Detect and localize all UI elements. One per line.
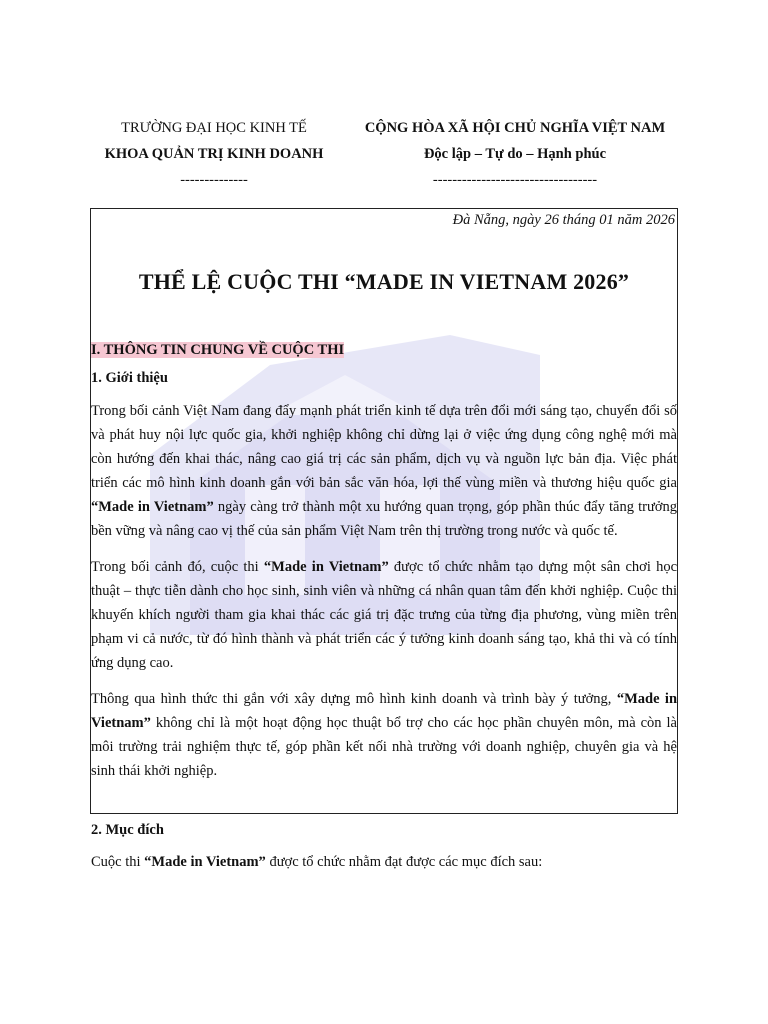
- section-heading: [91, 342, 677, 359]
- document-header: [0, 118, 768, 208]
- country-name: CỘNG HÒA XÃ HỘI CHỦ NGHĨA VIỆT NAM: [364, 120, 666, 136]
- paragraph-intro-2: [91, 555, 677, 675]
- paragraph-intro-1: [91, 399, 677, 543]
- national-header: [352, 118, 678, 196]
- paragraph-purpose: [91, 850, 677, 874]
- subsection-purpose: 2. Mục đích: [91, 822, 164, 838]
- national-divider: ----------------------------------: [432, 172, 598, 188]
- paragraph-text: Cuộc thi: [91, 854, 145, 870]
- paragraph-text: được tổ chức nhằm tạo dựng một sân chơi học thuật – thực tiễn dành cho học sinh, sinh viên và những cá nhân quan tâm đến khởi nghiệp. Cuộc thi khuyến khích người tham gia khai thác các giá trị đặc trưng của từng địa phương, vùng miền trên phạm vi cả nước, từ đó hình thành và phát triển các ý tưởng kinh doanh sáng tạo, khả thi và có tính ứng dụng cao.: [91, 559, 677, 671]
- purpose-section: [91, 822, 677, 874]
- main-content: [91, 208, 677, 783]
- national-motto: Độc lập – Tự do – Hạnh phúc: [423, 146, 607, 162]
- paragraph-intro-3: [91, 687, 677, 783]
- school-name: TRƯỜNG ĐẠI HỌC KINH TẾ: [121, 120, 307, 136]
- paragraph-text: không chỉ là một hoạt động học thuật bổ trợ cho các học phần chuyên môn, mà còn là môi trường trải nghiệm thực tế, góp phần kết nối nhà trường với doanh nghiệp, chuyên gia và hệ sinh thái khởi nghiệp.: [91, 715, 677, 779]
- paragraph-emphasis: “Made in Vietnam”: [91, 499, 214, 515]
- subsection-introduction: 1. Giới thiệu: [91, 370, 168, 386]
- paragraph-emphasis: “Made in Vietnam”: [144, 854, 266, 870]
- school-header: [90, 118, 338, 196]
- faculty-name: KHOA QUẢN TRỊ KINH DOANH: [104, 146, 324, 162]
- paragraph-text: được tổ chức nhằm đạt được các mục đích sau:: [265, 854, 543, 870]
- section-heading-text: I. THÔNG TIN CHUNG VỀ CUỘC THI: [91, 342, 345, 358]
- paragraph-text: Thông qua hình thức thi gắn với xây dựng mô hình kinh doanh và trình bày ý tưởng,: [91, 691, 617, 707]
- paragraph-text: ngày càng trở thành một xu hướng quan trọng, góp phần thúc đẩy tăng trưởng bền vững và nâng cao vị thế của sản phẩm Việt Nam trên thị trường trong nước và quốc tế.: [91, 499, 678, 539]
- paragraph-emphasis: “Made in Vietnam”: [91, 691, 678, 731]
- school-divider: --------------: [180, 172, 248, 188]
- document-date: Đà Nẵng, ngày 26 tháng 01 năm 2026: [452, 212, 675, 228]
- paragraph-emphasis: “Made in Vietnam”: [263, 559, 389, 575]
- paragraph-text: Trong bối cảnh Việt Nam đang đẩy mạnh phát triển kinh tế dựa trên đổi mới sáng tạo, chuyển đổi số và phát huy nội lực quốc gia, khởi nghiệp không chỉ dừng lại ở việc ứng dụng công nghệ mới mà còn hướng đến khai thác, nâng cao giá trị các sản phẩm, dịch vụ và nguồn lực bản địa. Việc phát triển các mô hình kinh doanh gắn với bản sắc văn hóa, lợi thế vùng miền và thương hiệu quốc gia: [91, 403, 677, 491]
- document-title: THỂ LỆ CUỘC THI “MADE IN VIETNAM 2026”: [138, 269, 630, 294]
- paragraph-text: Trong bối cảnh đó, cuộc thi: [91, 559, 264, 575]
